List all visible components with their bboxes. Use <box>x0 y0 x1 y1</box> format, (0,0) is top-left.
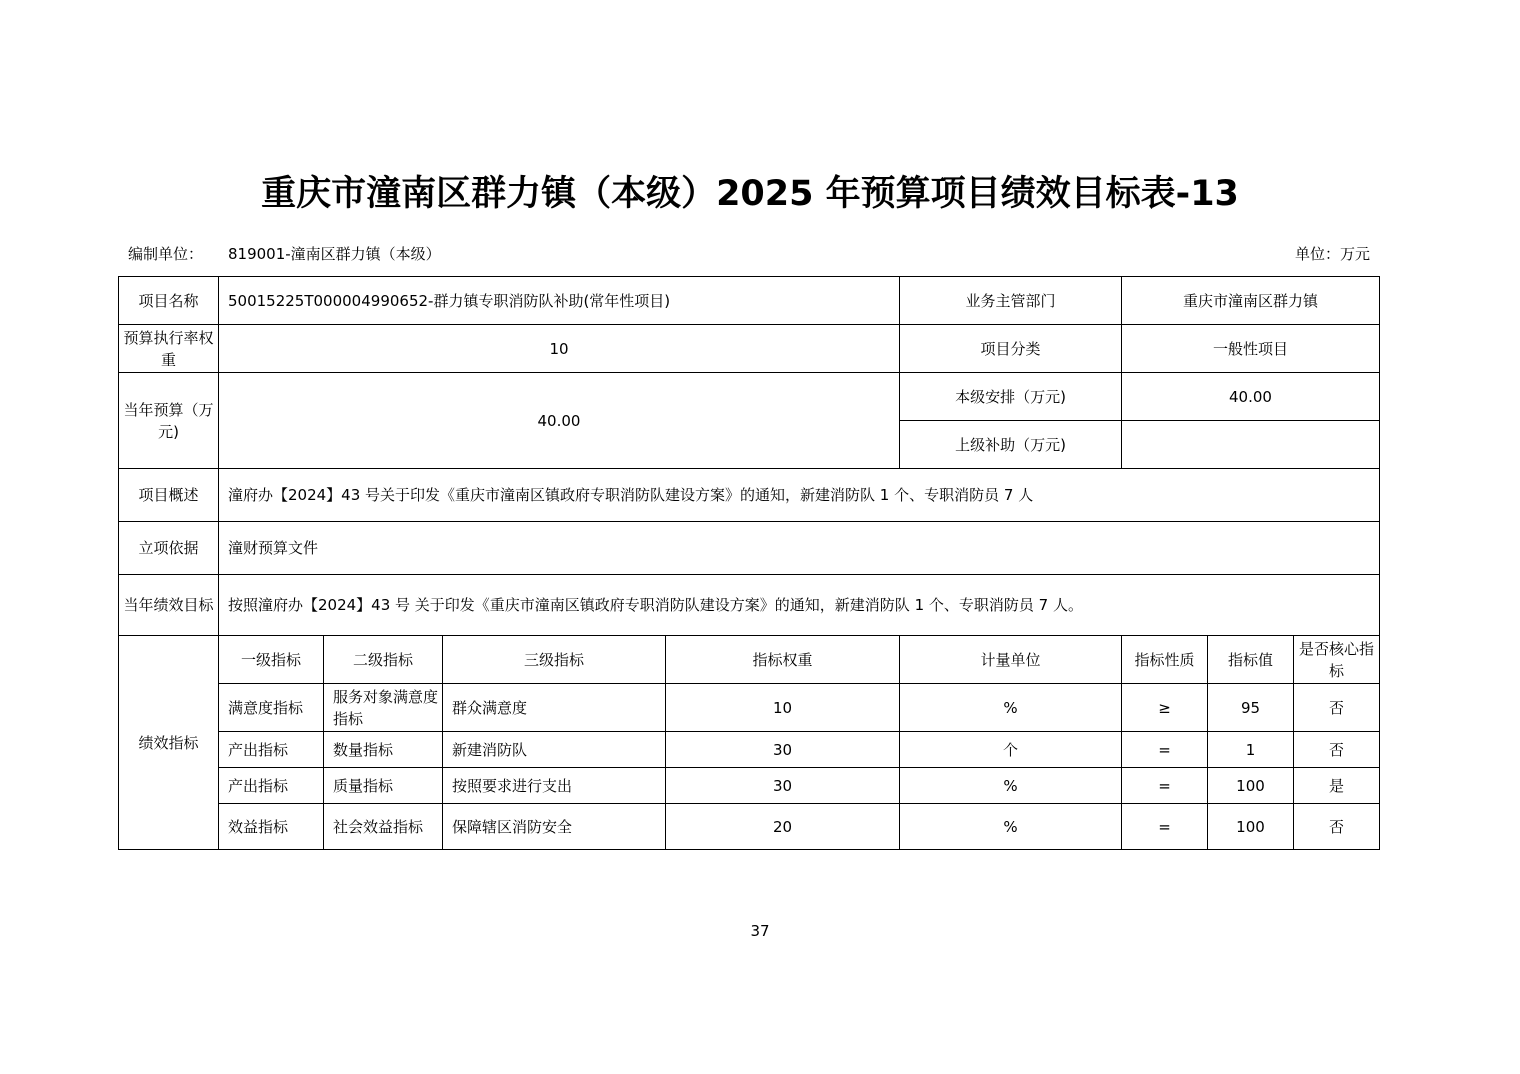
table-cell: 100 <box>1208 768 1294 804</box>
table-row <box>119 684 1380 732</box>
project-name-value: 50015225T000004990652-群力镇专职消防队补助(常年性项目) <box>219 277 900 325</box>
weight-value: 10 <box>219 325 900 373</box>
table-cell: 效益指标 <box>219 804 324 850</box>
category-label: 项目分类 <box>900 325 1122 373</box>
overview-label: 项目概述 <box>119 469 219 522</box>
table-cell: 20 <box>666 804 900 850</box>
table-cell: 是 <box>1294 768 1380 804</box>
header-cell: 一级指标 <box>219 636 324 684</box>
compiling-unit-label: 编制单位： <box>128 245 204 263</box>
table-cell: 按照要求进行支出 <box>443 768 666 804</box>
goal-label: 当年绩效目标 <box>119 575 219 636</box>
header-cell: 指标值 <box>1208 636 1294 684</box>
header-cell: 指标权重 <box>666 636 900 684</box>
table-cell: % <box>900 768 1122 804</box>
table-cell: 服务对象满意度指标 <box>324 684 443 732</box>
table-cell: 产出指标 <box>219 768 324 804</box>
table-cell: 产出指标 <box>219 732 324 768</box>
upper-value <box>1122 421 1380 469</box>
local-label: 本级安排（万元) <box>900 373 1122 421</box>
table-cell: 30 <box>666 732 900 768</box>
basis-label: 立项依据 <box>119 522 219 575</box>
currency-unit: 单位：万元 <box>1294 245 1370 263</box>
header-cell: 指标性质 <box>1122 636 1208 684</box>
header-cell: 三级指标 <box>443 636 666 684</box>
table-cell: ≥ <box>1122 684 1208 732</box>
budget-value: 40.00 <box>219 373 900 469</box>
overview-value: 潼府办【2024】43 号关于印发《重庆市潼南区镇政府专职消防队建设方案》的通知，新建消防队 1 个、专职消防员 7 人 <box>219 469 1380 522</box>
page-number: 37 <box>750 922 770 940</box>
dept-value: 重庆市潼南区群力镇 <box>1122 277 1380 325</box>
local-value: 40.00 <box>1122 373 1380 421</box>
dept-label: 业务主管部门 <box>900 277 1122 325</box>
table-cell: 新建消防队 <box>443 732 666 768</box>
budget-label: 当年预算（万元) <box>119 373 219 469</box>
upper-label: 上级补助（万元) <box>900 421 1122 469</box>
table-cell: 社会效益指标 <box>324 804 443 850</box>
weight-label: 预算执行率权重 <box>119 325 219 373</box>
basis-value: 潼财预算文件 <box>219 522 1380 575</box>
category-value: 一般性项目 <box>1122 325 1380 373</box>
table-cell: 个 <box>900 732 1122 768</box>
table-cell: 95 <box>1208 684 1294 732</box>
table-row <box>119 732 1380 768</box>
compiling-unit <box>128 243 441 264</box>
header-cell: 是否核心指标 <box>1294 636 1380 684</box>
header-cell: 计量单位 <box>900 636 1122 684</box>
table-cell: % <box>900 684 1122 732</box>
table-cell: 数量指标 <box>324 732 443 768</box>
table-cell: 满意度指标 <box>219 684 324 732</box>
table-cell: 群众满意度 <box>443 684 666 732</box>
table-cell: 否 <box>1294 804 1380 850</box>
table-cell: 1 <box>1208 732 1294 768</box>
goal-value: 按照潼府办【2024】43 号 关于印发《重庆市潼南区镇政府专职消防队建设方案》的通知，新建消防队 1 个、专职消防员 7 人。 <box>219 575 1380 636</box>
table-cell: 否 <box>1294 732 1380 768</box>
project-name-label: 项目名称 <box>119 277 219 325</box>
table-cell: 100 <box>1208 804 1294 850</box>
table-cell: 10 <box>666 684 900 732</box>
table-cell: = <box>1122 804 1208 850</box>
table-cell: 质量指标 <box>324 768 443 804</box>
performance-table <box>118 276 1380 850</box>
table-cell: 否 <box>1294 684 1380 732</box>
indicators-section-label: 绩效指标 <box>119 636 219 850</box>
table-cell: = <box>1122 732 1208 768</box>
table-row <box>119 768 1380 804</box>
table-cell: 30 <box>666 768 900 804</box>
table-cell: 保障辖区消防安全 <box>443 804 666 850</box>
table-row <box>119 804 1380 850</box>
table-cell: % <box>900 804 1122 850</box>
page-title: 重庆市潼南区群力镇（本级）2025 年预算项目绩效目标表-13 <box>261 174 1239 214</box>
compiling-unit-value: 819001-潼南区群力镇（本级） <box>228 245 441 263</box>
header-cell: 二级指标 <box>324 636 443 684</box>
table-cell: = <box>1122 768 1208 804</box>
